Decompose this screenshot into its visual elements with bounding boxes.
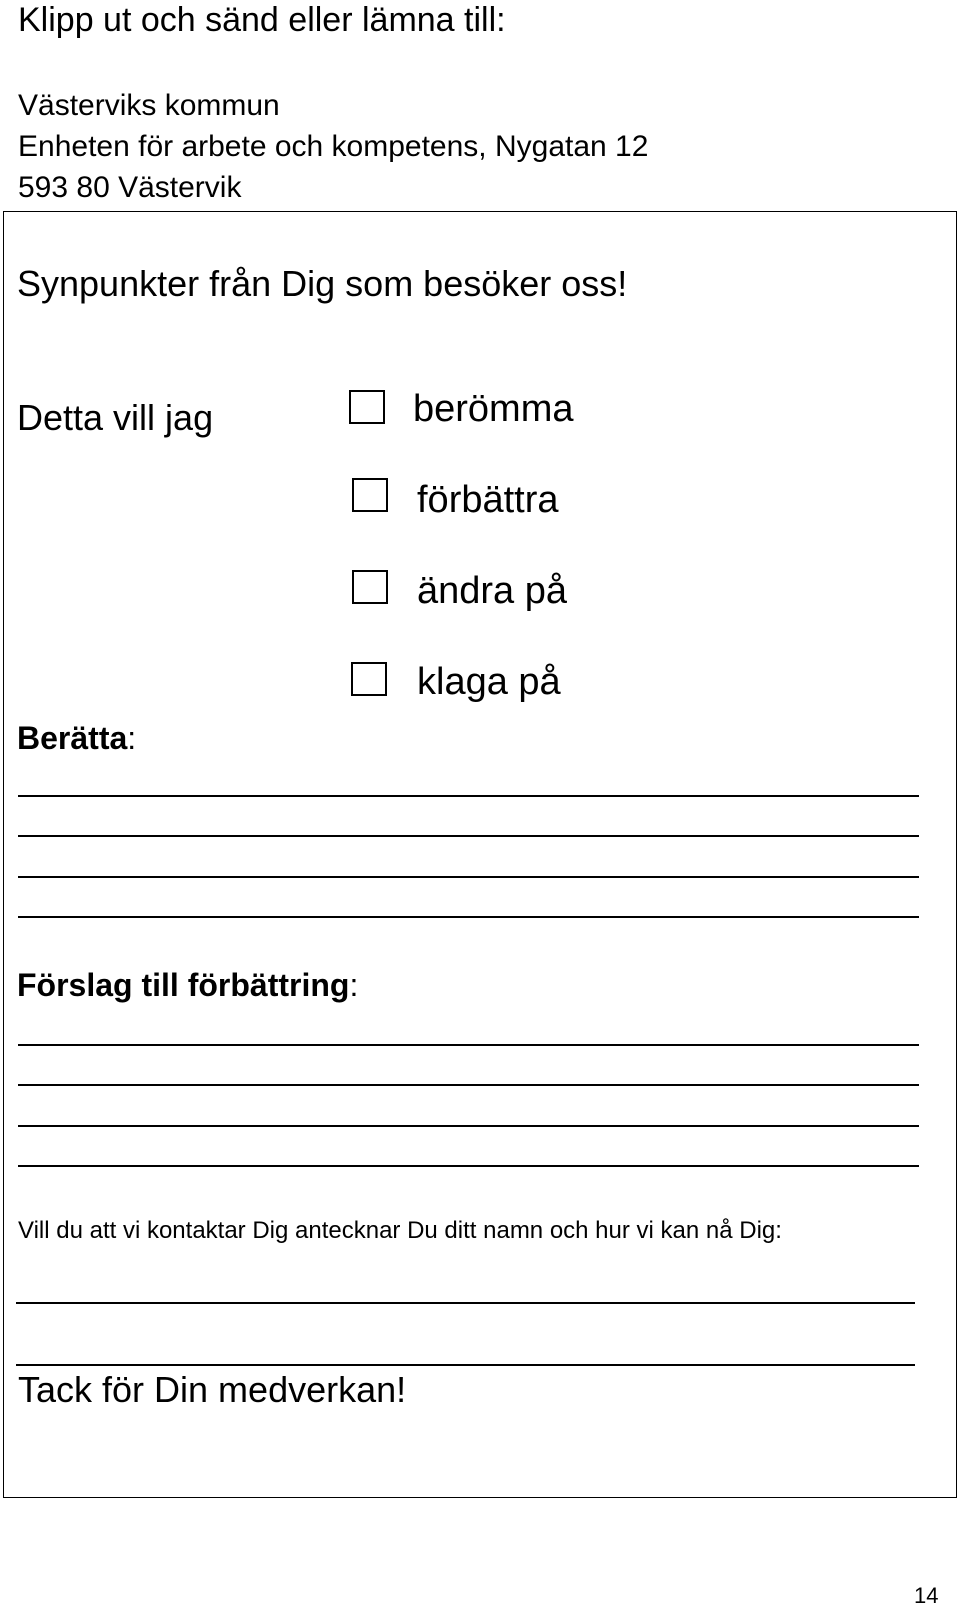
contact-answer-line-1[interactable]: [16, 1302, 915, 1304]
suggestion-label-text: Förslag till förbättring: [17, 967, 350, 1003]
page-number: 14: [914, 1583, 939, 1608]
checkbox-andra-pa[interactable]: [352, 570, 388, 604]
thanks-message: Tack för Din medverkan!: [18, 1369, 407, 1410]
tell-answer-line-4[interactable]: [18, 916, 919, 918]
option-label-andra-pa: ändra på: [417, 570, 568, 612]
form-title: Synpunkter från Dig som besöker oss!: [17, 263, 628, 304]
checkbox-forbattra[interactable]: [352, 478, 388, 512]
option-label-forbattra: förbättra: [417, 479, 559, 521]
tell-answer-line-3[interactable]: [18, 876, 919, 878]
suggestion-label-colon: :: [349, 967, 359, 1003]
tell-answer-line-1[interactable]: [18, 795, 919, 797]
cutout-instruction-heading: Klipp ut och sänd eller lämna till:: [18, 1, 506, 39]
suggestion-answer-line-4[interactable]: [18, 1165, 919, 1167]
option-label-beromma: berömma: [413, 388, 574, 430]
tell-label-text: Berätta: [17, 720, 128, 756]
checkbox-beromma[interactable]: [349, 390, 385, 424]
choice-prompt: Detta vill jag: [17, 397, 214, 438]
address-line-unit: Enheten för arbete och kompetens, Nygatan 12: [18, 130, 649, 163]
option-label-klaga-pa: klaga på: [417, 661, 561, 703]
tell-label-colon: :: [127, 720, 137, 756]
contact-answer-line-2[interactable]: [16, 1364, 915, 1366]
checkbox-klaga-pa[interactable]: [351, 662, 387, 696]
suggestion-answer-line-2[interactable]: [18, 1084, 919, 1086]
address-line-postal: 593 80 Västervik: [18, 171, 242, 204]
suggestion-answer-line-3[interactable]: [18, 1125, 919, 1127]
suggestion-answer-line-1[interactable]: [18, 1044, 919, 1046]
tell-label: [17, 719, 136, 757]
tell-answer-line-2[interactable]: [18, 835, 919, 837]
suggestion-label: [17, 966, 358, 1004]
address-line-municipality: Västerviks kommun: [18, 89, 280, 122]
contact-question: Vill du att vi kontaktar Dig antecknar Du ditt namn och hur vi kan nå Dig:: [18, 1217, 782, 1244]
